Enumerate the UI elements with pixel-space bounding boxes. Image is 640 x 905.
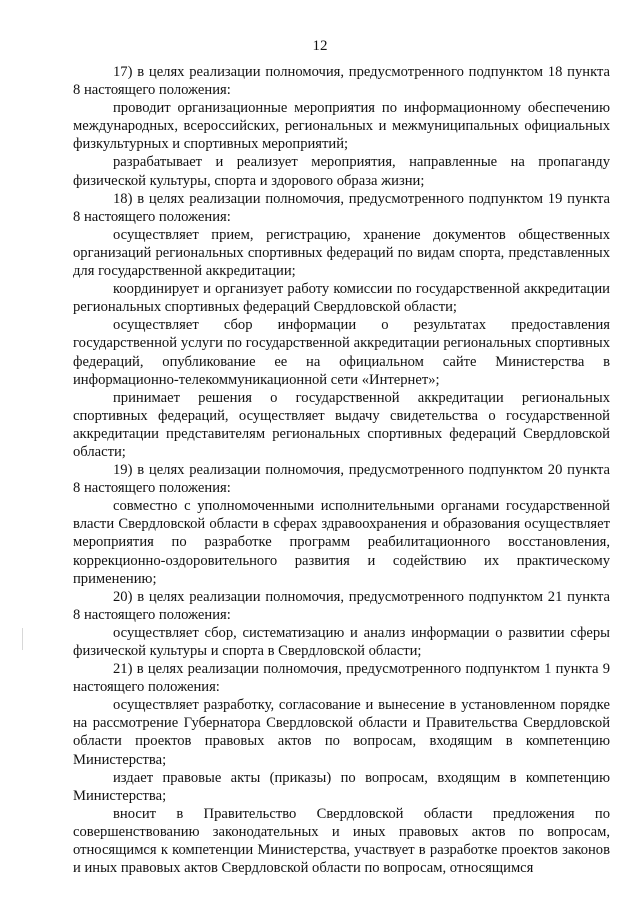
paragraph: осуществляет сбор информации о результатах предоставления государственной услуги по государственной аккредитации региональных спортивных федераций, опубликование ее на официальном сайте Министерства в информационно-телекоммуникационной сети «Интернет»; <box>73 317 610 388</box>
margin-scan-mark <box>22 628 23 650</box>
paragraph: координирует и организует работу комиссии по государственной аккредитации региональных спортивных федераций Свердловской области; <box>73 281 610 316</box>
paragraph: издает правовые акты (приказы) по вопросам, входящим в компетенцию Министерства; <box>73 769 610 804</box>
paragraph-17-intro: 17) в целях реализации полномочия, предусмотренного подпунктом 18 пункта 8 настоящего положения: <box>73 64 610 99</box>
paragraph-21-intro: 21) в целях реализации полномочия, предусмотренного подпунктом 1 пункта 9 настоящего положения: <box>73 661 610 696</box>
paragraph-20-intro: 20) в целях реализации полномочия, предусмотренного подпунктом 21 пункта 8 настоящего положения: <box>73 588 610 623</box>
paragraph: осуществляет сбор, систематизацию и анализ информации о развитии сферы физической культуры и спорта в Свердловской области; <box>73 624 610 659</box>
page-number: 12 <box>312 38 328 54</box>
paragraph-19-intro: 19) в целях реализации полномочия, предусмотренного подпунктом 20 пункта 8 настоящего положения: <box>73 462 610 497</box>
paragraph: вносит в Правительство Свердловской области предложения по совершенствованию законодательных и иных правовых актов по вопросам, относящимся к компетенции Министерства, участвует в разработке проектов законов и иных правовых актов Свердловской области по вопросам, относящимся <box>73 805 610 877</box>
paragraph: проводит организационные мероприятия по информационному обеспечению международных, всероссийских, региональных и межмуниципальных официальных физкультурных и спортивных мероприятий; <box>73 100 610 153</box>
paragraph-18-intro: 18) в целях реализации полномочия, предусмотренного подпунктом 19 пункта 8 настоящего положения: <box>73 190 610 225</box>
paragraph: разрабатывает и реализует мероприятия, направленные на пропаганду физической культуры, спорта и здорового образа жизни; <box>73 154 610 189</box>
paragraph: принимает решения о государственной аккредитации региональных спортивных федераций, осуществляет выдачу свидетельства о государственной аккредитации представителям региональных спортивных федераций Свердловской области; <box>73 389 610 460</box>
paragraph: осуществляет разработку, согласование и вынесение в установленном порядке на рассмотрение Губернатора Свердловской области и Правительства Свердловской области проектов правовых актов по вопросам, входящим в компетенцию Министерства; <box>73 697 610 768</box>
paragraph: совместно с уполномоченными исполнительными органами государственной власти Свердловской области в сферах здравоохранения и образования осуществляет мероприятия по разработке программ реабилитационного восстановления, коррекционно-оздоровительного развития и содействию их практическому применению; <box>73 498 610 587</box>
document-body <box>73 63 610 877</box>
paragraph: осуществляет прием, регистрацию, хранение документов общественных организаций региональных спортивных федераций по видам спорта, представленных для государственной аккредитации; <box>73 226 610 280</box>
